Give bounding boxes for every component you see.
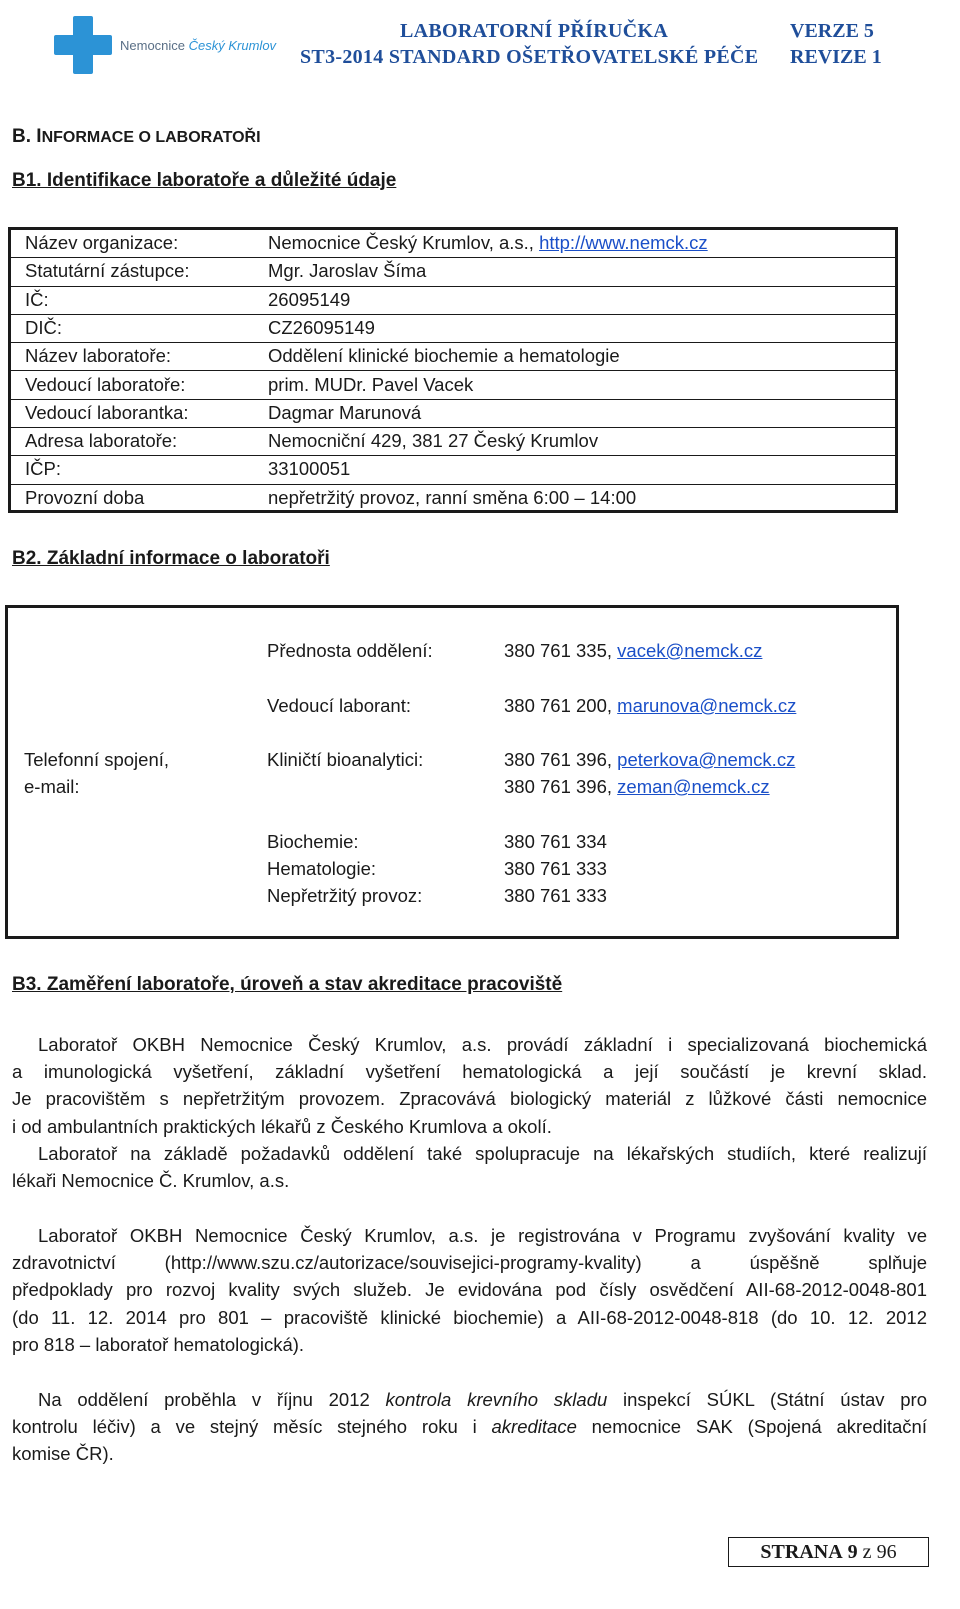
contact-left-label: e-mail:	[24, 776, 80, 797]
email-link[interactable]: zeman@nemck.cz	[617, 776, 770, 797]
b1-heading: B1. Identifikace laboratoře a důležité údaje	[12, 170, 397, 191]
row-value: 26095149	[268, 288, 351, 310]
paragraph	[12, 1386, 927, 1468]
section-heading: B. INFORMACE O LABORATOŘI	[12, 126, 261, 147]
contact-table	[5, 605, 899, 939]
table-row	[11, 343, 895, 371]
row-value: nepřetržitý provoz, ranní směna 6:00 – 14:00	[268, 486, 637, 508]
table-row	[11, 428, 895, 456]
email-link[interactable]: peterkova@nemck.cz	[617, 749, 796, 770]
table-row	[11, 230, 895, 258]
text-line: pro 818 – laboratoř hematologická).	[12, 1333, 305, 1355]
header-title: LABORATORNÍ PŘÍRUČKA	[400, 20, 669, 42]
text-line: předpoklady pro rozvoj kvality svých služeb. Je evidována pod čísly osvědčení AII-68-2012-0048-801	[12, 1279, 927, 1301]
text-line: Laboratoř na základě požadavků oddělení také spolupracuje na lékařských studiích, které realizují	[38, 1142, 927, 1164]
header-revision: REVIZE 1	[790, 46, 882, 68]
text-line: Na oddělení proběhla v říjnu 2012 kontrola krevního skladu inspekcí SÚKL (Státní ústav pro	[38, 1389, 927, 1410]
text-line: Je pracovištěm s nepřetržitým provozem. Zpracovává biologický materiál z lůžkové části nemocnice	[12, 1088, 927, 1110]
row-label: Název laboratoře:	[25, 345, 172, 367]
contact-role: Kliničtí bioanalytici:	[267, 749, 424, 770]
contact-value: 380 761 396, zeman@nemck.cz	[504, 776, 770, 797]
table-row	[11, 258, 895, 286]
text-line: kontrolu léčiv) a ve stejný měsíc stejného roku i akreditace nemocnice SAK (Spojená akreditační	[12, 1416, 927, 1438]
row-value: 33100051	[268, 458, 351, 480]
text-line: zdravotnictví (http://www.szu.cz/autorizace/souvisejici-programy-kvality) a úspěšně splňuje	[12, 1252, 927, 1274]
paragraph	[12, 1031, 927, 1194]
row-value: CZ26095149	[268, 316, 375, 338]
row-label: Provozní doba	[25, 486, 145, 508]
page-number-box: STRANA 9 z 96	[728, 1537, 929, 1567]
b3-heading: B3. Zaměření laboratoře, úroveň a stav akreditace pracoviště	[12, 974, 563, 995]
contact-value: 380 761 396, peterkova@nemck.cz	[504, 749, 796, 770]
row-label: DIČ:	[25, 316, 62, 338]
row-value: Mgr. Jaroslav Šíma	[268, 260, 427, 282]
text-line: Laboratoř OKBH Nemocnice Český Krumlov, a.s. provádí základní i specializovaná biochemická	[38, 1034, 927, 1055]
row-value: Dagmar Marunová	[268, 401, 422, 423]
contact-value: 380 761 200, marunova@nemck.cz	[504, 695, 797, 716]
contact-role: Vedoucí laborant:	[267, 695, 411, 716]
website-link[interactable]: http://www.nemck.cz	[539, 232, 708, 253]
b2-heading: B2. Základní informace o laboratoři	[12, 548, 330, 569]
row-value: Oddělení klinické biochemie a hematologie	[268, 345, 620, 367]
email-link[interactable]: vacek@nemck.cz	[617, 640, 763, 661]
row-label: Adresa laboratoře:	[25, 430, 178, 452]
table-row	[11, 456, 895, 484]
row-label: IČP:	[25, 458, 61, 480]
row-label: Vedoucí laborantka:	[25, 401, 189, 423]
contact-value: 380 761 333	[504, 858, 607, 879]
email-link[interactable]: marunova@nemck.cz	[617, 695, 797, 716]
text-line: lékaři Nemocnice Č. Krumlov, a.s.	[12, 1170, 290, 1192]
contact-role: Přednosta oddělení:	[267, 640, 433, 661]
logo-text: Nemocnice Český Krumlov	[120, 38, 277, 53]
row-label: Název organizace:	[25, 232, 179, 253]
identification-table	[8, 227, 898, 513]
text-line: Laboratoř OKBH Nemocnice Český Krumlov, a.s. je registrována v Programu zvyšování kvality ve	[38, 1225, 927, 1246]
row-label: Vedoucí laboratoře:	[25, 373, 186, 395]
table-row	[11, 372, 895, 400]
header-version: VERZE 5	[790, 20, 874, 42]
text-line: a imunologická vyšetření, základní vyšetření hematologická a její součástí je krevní sklad.	[12, 1061, 927, 1083]
table-row	[11, 400, 895, 428]
contact-role: Nepřetržitý provoz:	[267, 885, 423, 906]
table-row	[11, 315, 895, 343]
contact-value: 380 761 335, vacek@nemck.cz	[504, 640, 763, 661]
page-header	[0, 0, 960, 95]
contact-value: 380 761 334	[504, 831, 607, 852]
row-value: Nemocnice Český Krumlov, a.s., http://www.nemck.cz	[268, 232, 708, 253]
row-value: prim. MUDr. Pavel Vacek	[268, 373, 474, 395]
row-label: Statutární zástupce:	[25, 260, 190, 282]
row-value: Nemocniční 429, 381 27 Český Krumlov	[268, 430, 599, 452]
header-subtitle: ST3-2014 STANDARD OŠETŘOVATELSKÉ PÉČE	[300, 46, 759, 68]
table-row	[11, 287, 895, 315]
text-line: komise ČR).	[12, 1443, 114, 1465]
row-label: IČ:	[25, 288, 49, 310]
contact-value: 380 761 333	[504, 885, 607, 906]
paragraph	[12, 1222, 927, 1358]
text-line: (do 11. 12. 2014 pro 801 – pracoviště klinické biochemie) a AII-68-2012-0048-818 (do 10. 12. 2012	[12, 1306, 927, 1328]
table-row	[11, 485, 895, 513]
medical-cross-icon	[52, 14, 114, 76]
text-line: i od ambulantních praktických lékařů z Českého Krumlova a okolí.	[12, 1115, 552, 1137]
contact-left-label: Telefonní spojení,	[24, 749, 170, 770]
contact-role: Hematologie:	[267, 858, 377, 879]
hospital-logo	[52, 14, 292, 80]
contact-role: Biochemie:	[267, 831, 359, 852]
